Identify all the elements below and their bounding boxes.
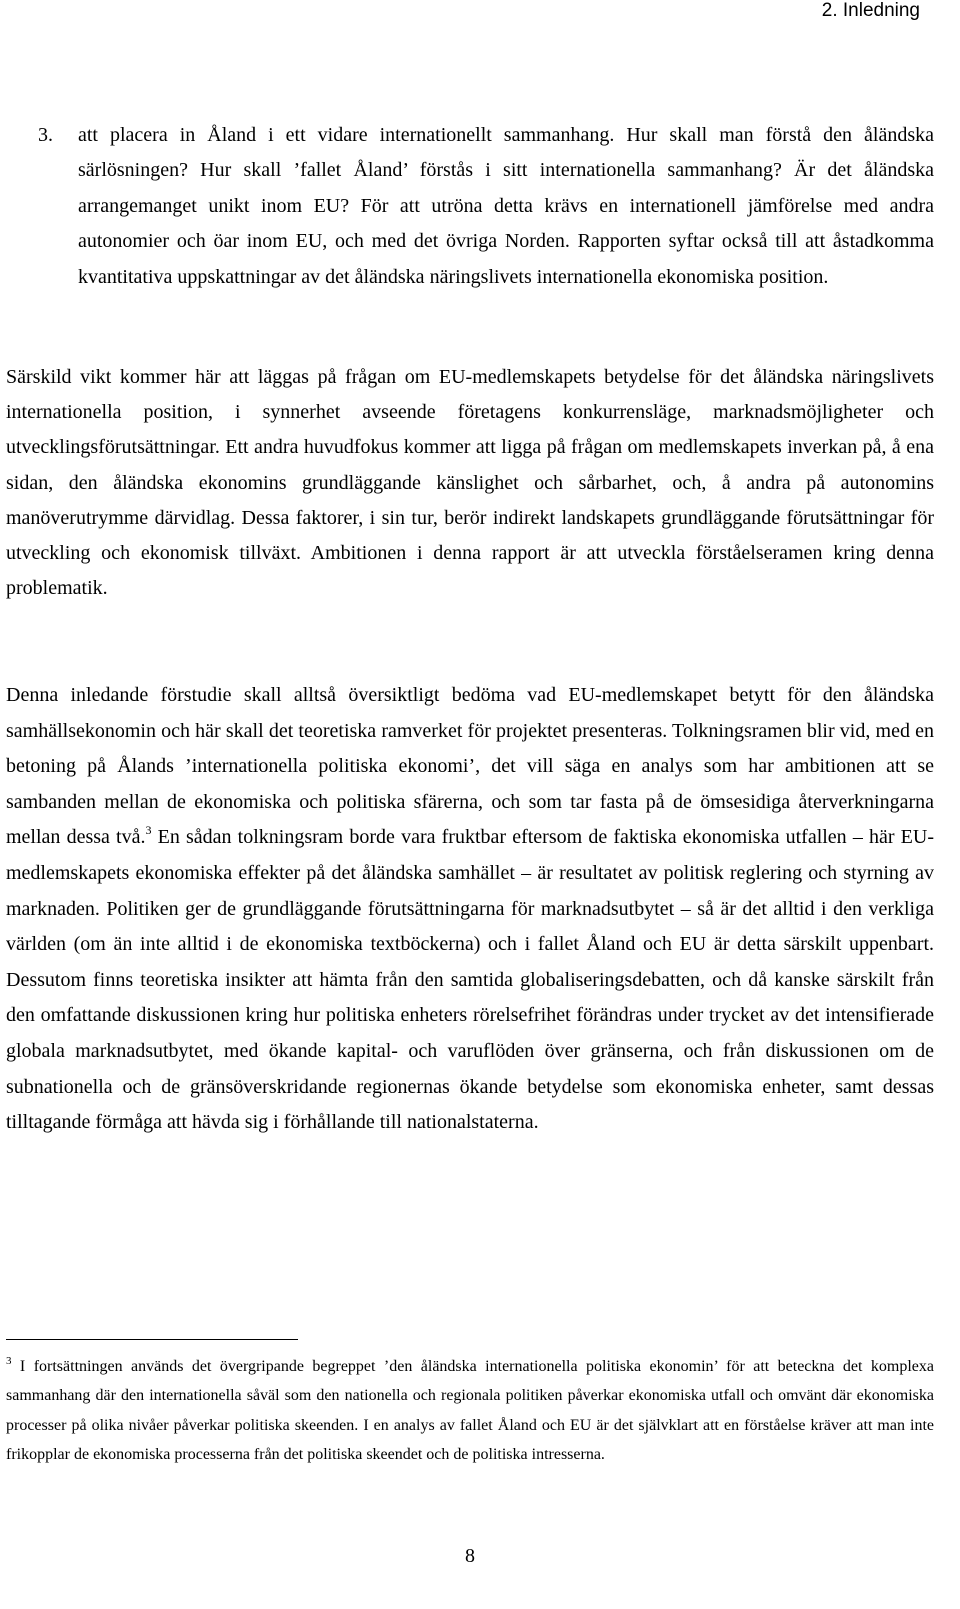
numbered-list-item — [38, 118, 934, 295]
running-header: 2. Inledning — [821, 0, 920, 21]
list-item-number: 3. — [38, 124, 53, 146]
footnote-reference[interactable]: 3 — [145, 823, 152, 838]
paragraph-text: Denna inledande förstudie skall alltså översiktligt bedöma vad EU-medlemskapet betytt för den åländska samhällsekonomin och här skall det teoretiska ramverket för projektet presenteras. Tolkningsramen blir vid, med en betoning på Ålands ’internationella politiska ekonomi’, det vill säga en analys som har ambitionen att se sambanden mellan de ekonomiska och politiska sfärerna, och som tar fasta på de ömsesidiga återverkningarna mellan dessa två. — [6, 684, 934, 849]
list-item-text: att placera in Åland i ett vidare internationellt sammanhang. Hur skall man förstå den åländska särlösningen? Hur skall ’fallet Åland’ förstås i sitt internationella sammanhang? Är det åländska arrangemanget unikt inom EU? För att utröna detta krävs en internationell jämförelse med andra autonomier och öar inom EU, och med det övriga Norden. Rapporten syftar också till att åstadkomma kvantitativa uppskattningar av det åländska näringslivets internationella ekonomiska position. — [78, 124, 934, 288]
body-paragraph: Särskild vikt kommer här att läggas på frågan om EU-medlemskapets betydelse för det åländska näringslivets internationella position, i synnerhet avseende företagens konkurrensläge, marknadsmöjligheter och utvecklingsförutsättningar. Ett andra huvudfokus kommer att ligga på frågan om medlemskapets inverkan på, å ena sidan, den åländska ekonomins grundläggande känslighet och sårbarhet, och, å andra på autonomins manöverutrymme därvidlag. Dessa faktorer, i sin tur, berör indirekt landskapets grundläggande förutsättningar för utveckling och ekonomisk tillväxt. Ambitionen i denna rapport är att utveckla förståelseramen kring denna problematik. — [6, 366, 934, 600]
page-number: 8 — [465, 1545, 475, 1567]
footnote-separator — [6, 1339, 298, 1340]
footnote — [6, 1352, 934, 1469]
body-paragraph — [6, 678, 934, 1141]
footnote-text: I fortsättningen används det övergripande begreppet ’den åländska internationella politiska ekonomin’ för att beteckna det komplexa sammanhang där den internationella såväl som den nationella och regionala politiken påverkar ekonomiska utfall och omvänt där ekonomiska processer på olika nivåer påverkar politiska skeenden. I en analys av fallet Åland och EU är det självklart att en förståelse kräver att man inte frikopplar de ekonomiska processerna från det politiska skeendet och de politiska intresserna. — [6, 1358, 934, 1463]
paragraph-text: En sådan tolkningsram borde vara fruktbar eftersom de faktiska ekonomiska utfallen – här EU-medlemskapets ekonomiska effekter på det åländska samhället – är resultatet av politisk reglering och styrning av marknaden. Politiken ger de grundläggande förutsättningarna för marknadsutbytet – så är det alltid i den verkliga världen (om än inte alltid i de ekonomiska textböckerna) och i fallet Åland och EU är detta särskilt uppenbart. Dessutom finns teoretiska insikter att hämta från den samtida globaliseringsdebatten, och då kanske särskilt från den omfattande diskussionen kring hur politiska enheters rörelsefrihet förändras under trycket av det intensifierade globala marknadsutbytet, med ökande kapital- och varuflöden över gränserna, och från diskussionen om de subnationella och de gränsöverskridande regionernas ökande betydelse som ekonomiska enheter, samt dessas tilltagande förmåga att hävda sig i förhållande till nationalstaterna. — [6, 826, 934, 1134]
footnote-number: 3 — [6, 1355, 12, 1367]
